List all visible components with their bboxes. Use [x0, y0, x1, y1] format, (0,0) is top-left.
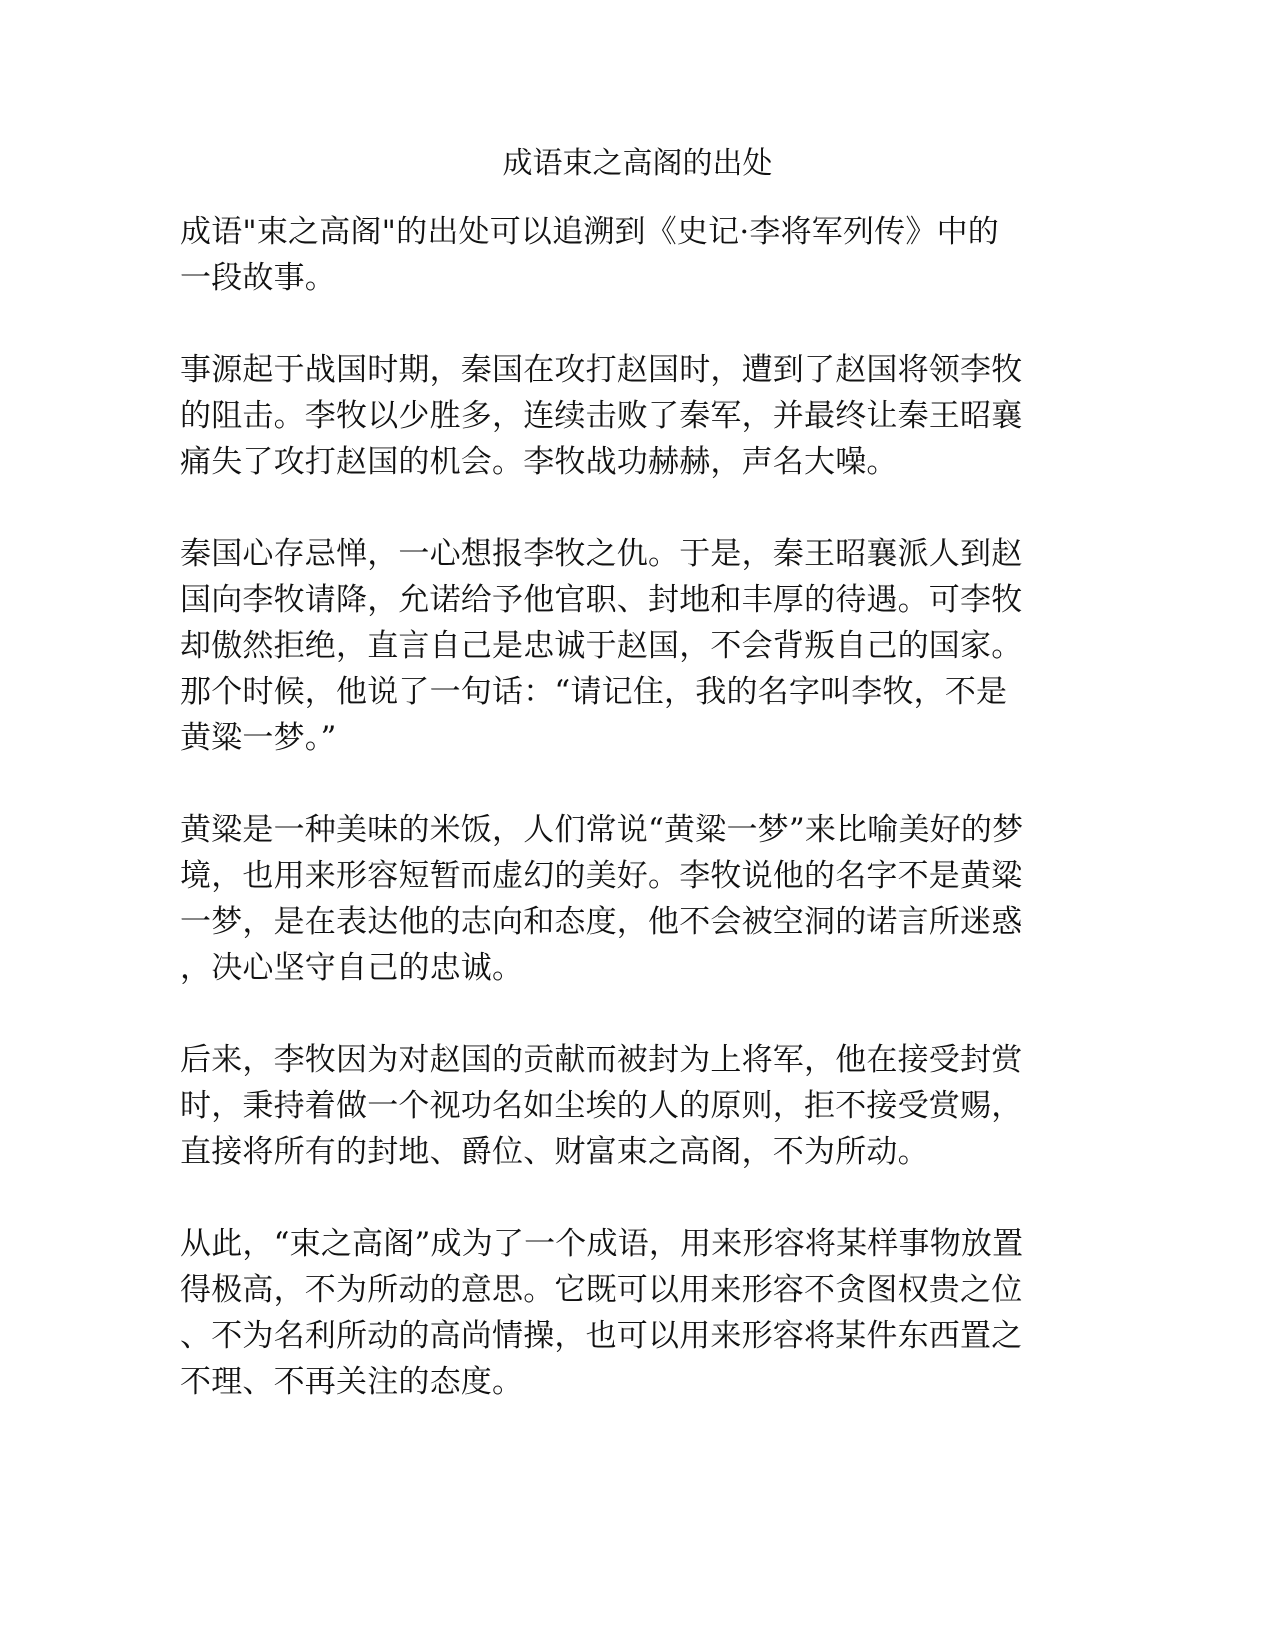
text-line: 后来，李牧因为对赵国的贡献而被封为上将军，他在接受封赏: [180, 1042, 1023, 1078]
text-line: 从此，“束之高阁”成为了一个成语，用来形容将某样事物放置: [180, 1226, 1024, 1262]
text-line: 时，秉持着做一个视功名如尘埃的人的原则，拒不接受赏赐，: [180, 1088, 1023, 1124]
paragraph-refusal: [180, 531, 1060, 761]
text-line: 那个时候，他说了一句话：“请记住，我的名字叫李牧，不是: [180, 674, 1008, 710]
text-line: 成语"束之高阁"的出处可以追溯到《史记·李将军列传》中的: [180, 214, 999, 250]
text-line: 痛失了攻打赵国的机会。李牧战功赫赫，声名大噪。: [180, 444, 898, 480]
text-line: 境，也用来形容短暂而虚幻的美好。李牧说他的名字不是黄粱: [180, 858, 1023, 894]
document-body: [180, 209, 1060, 1451]
text-line: 国向李牧请降，允诺给予他官职、封地和丰厚的待遇。可李牧: [180, 582, 1023, 618]
text-line: 、不为名利所动的高尚情操，也可以用来形容将某件东西置之: [180, 1318, 1023, 1354]
text-line: 黄粱一梦。”: [180, 720, 337, 756]
document-title: 成语束之高阁的出处: [502, 146, 773, 181]
text-line: 不理、不再关注的态度。: [180, 1364, 524, 1400]
text-line: 事源起于战国时期，秦国在攻打赵国时，遭到了赵国将领李牧: [180, 352, 1023, 388]
paragraph-reward: [180, 1037, 1060, 1175]
text-line: ，决心坚守自己的忠诚。: [180, 950, 524, 986]
paragraph-huangliang: [180, 807, 1060, 991]
text-line: 一梦，是在表达他的志向和态度，他不会被空洞的诺言所迷惑: [180, 904, 1023, 940]
paragraph-background: [180, 347, 1060, 485]
text-line: 的阻击。李牧以少胜多，连续击败了秦军，并最终让秦王昭襄: [180, 398, 1023, 434]
text-line: 却傲然拒绝，直言自己是忠诚于赵国，不会背叛自己的国家。: [180, 628, 1023, 664]
text-line: 黄粱是一种美味的米饭，人们常说“黄粱一梦”来比喻美好的梦: [180, 812, 1024, 848]
text-line: 秦国心存忌惮，一心想报李牧之仇。于是，秦王昭襄派人到赵: [180, 536, 1023, 572]
text-line: 得极高，不为所动的意思。它既可以用来形容不贪图权贵之位: [180, 1272, 1023, 1308]
paragraph-origin: [180, 209, 1060, 301]
paragraph-meaning: [180, 1221, 1060, 1405]
text-line: 一段故事。: [180, 260, 336, 296]
text-line: 直接将所有的封地、爵位、财富束之高阁，不为所动。: [180, 1134, 929, 1170]
